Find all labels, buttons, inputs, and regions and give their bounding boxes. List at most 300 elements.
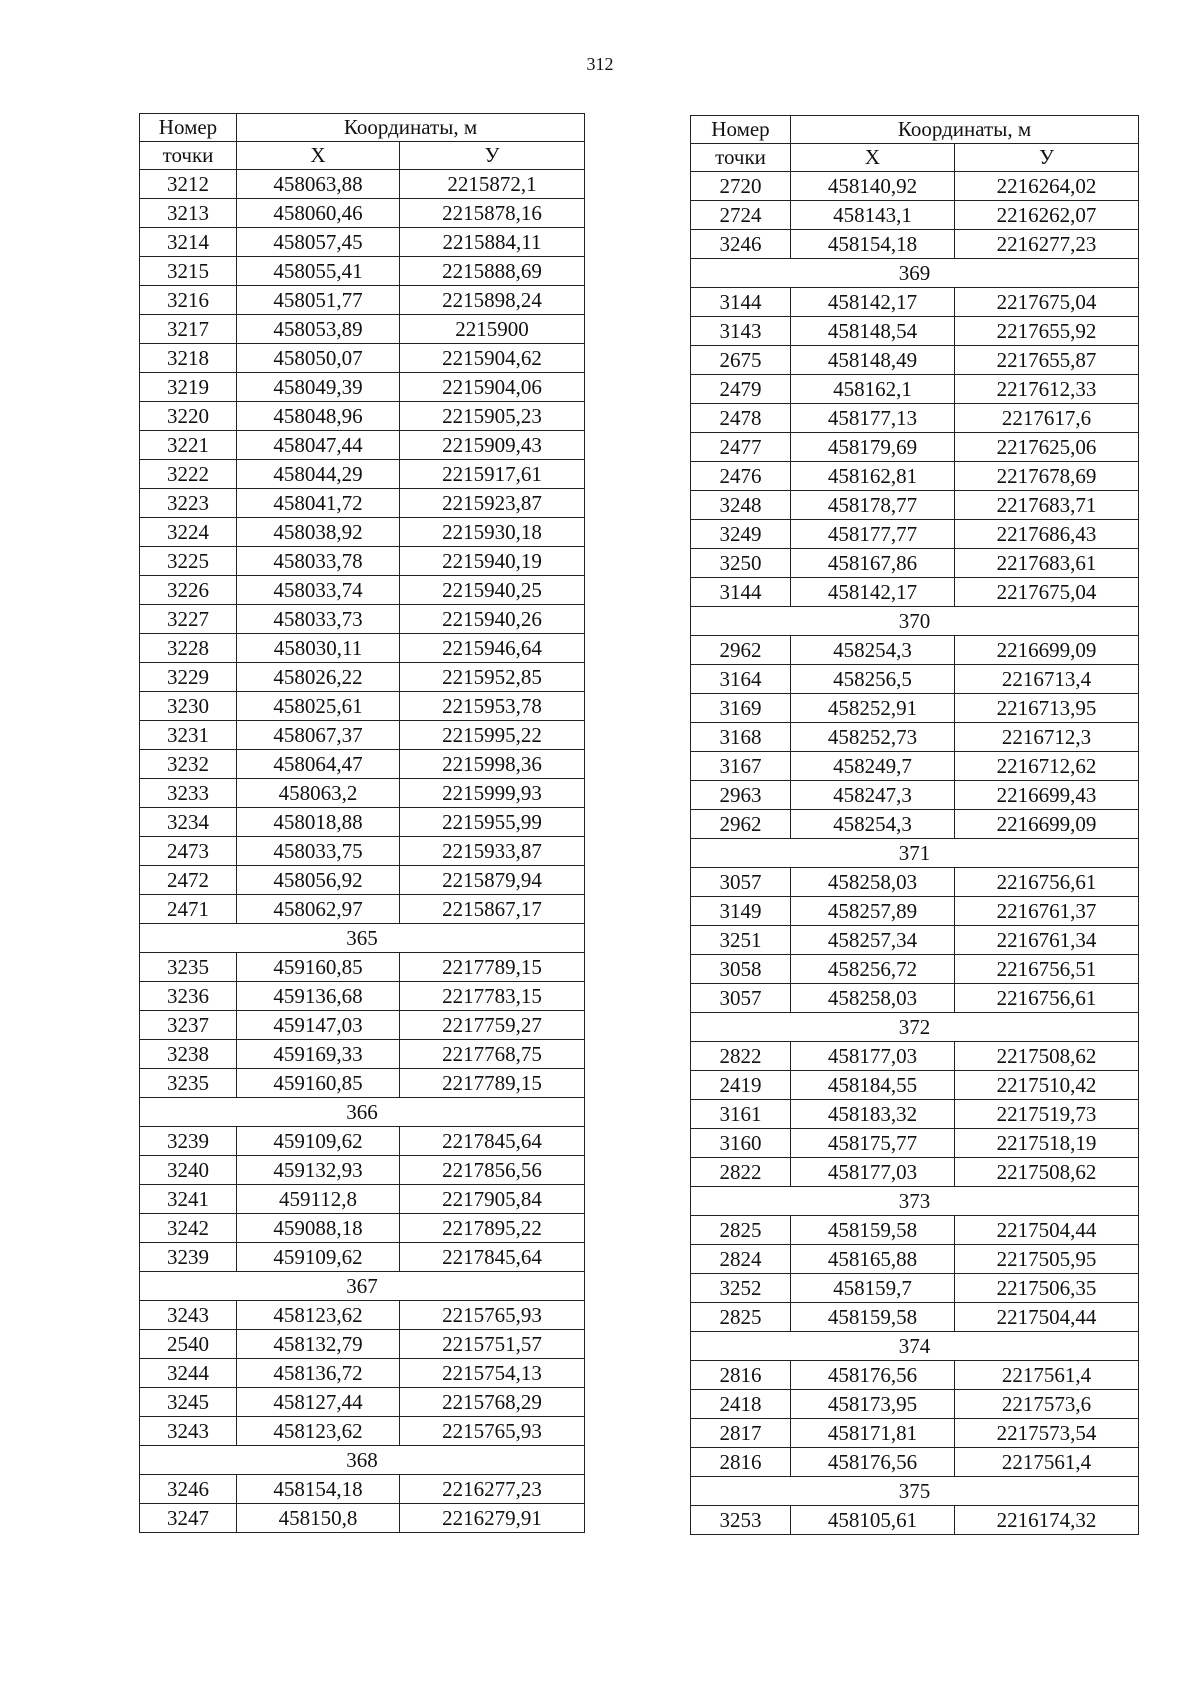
x-coordinate-cell: 459160,85 xyxy=(237,1069,400,1098)
header-y: У xyxy=(955,144,1139,172)
section-row xyxy=(691,1187,1139,1216)
x-coordinate-cell: 459132,93 xyxy=(237,1156,400,1185)
x-coordinate-cell: 458033,78 xyxy=(237,547,400,576)
point-number-cell: 3216 xyxy=(140,286,237,315)
x-coordinate-cell: 458176,56 xyxy=(791,1361,955,1390)
point-number-cell: 3246 xyxy=(691,230,791,259)
table-row xyxy=(691,1448,1139,1477)
table-row xyxy=(140,779,585,808)
table-row xyxy=(691,433,1139,462)
y-coordinate-cell: 2216699,09 xyxy=(955,636,1139,665)
y-coordinate-cell: 2217759,27 xyxy=(400,1011,585,1040)
y-coordinate-cell: 2217683,61 xyxy=(955,549,1139,578)
y-coordinate-cell: 2216277,23 xyxy=(400,1475,585,1504)
point-number-cell: 2476 xyxy=(691,462,791,491)
y-coordinate-cell: 2217905,84 xyxy=(400,1185,585,1214)
point-number-cell: 3144 xyxy=(691,578,791,607)
x-coordinate-cell: 458148,54 xyxy=(791,317,955,346)
section-row xyxy=(691,607,1139,636)
y-coordinate-cell: 2216756,51 xyxy=(955,955,1139,984)
x-coordinate-cell: 458256,72 xyxy=(791,955,955,984)
point-number-cell: 2471 xyxy=(140,895,237,924)
y-coordinate-cell: 2216713,95 xyxy=(955,694,1139,723)
y-coordinate-cell: 2215999,93 xyxy=(400,779,585,808)
point-number-cell: 3235 xyxy=(140,953,237,982)
y-coordinate-cell: 2217612,33 xyxy=(955,375,1139,404)
table-row xyxy=(140,750,585,779)
x-coordinate-cell: 458033,75 xyxy=(237,837,400,866)
table-row xyxy=(691,375,1139,404)
header-coordinates: Координаты, м xyxy=(237,114,585,142)
y-coordinate-cell: 2217845,64 xyxy=(400,1243,585,1272)
point-number-cell: 2478 xyxy=(691,404,791,433)
y-coordinate-cell: 2215878,16 xyxy=(400,199,585,228)
y-coordinate-cell: 2216174,32 xyxy=(955,1506,1139,1535)
table-row xyxy=(140,170,585,199)
section-number: 375 xyxy=(691,1477,1139,1506)
y-coordinate-cell: 2216264,02 xyxy=(955,172,1139,201)
x-coordinate-cell: 459136,68 xyxy=(237,982,400,1011)
y-coordinate-cell: 2215884,11 xyxy=(400,228,585,257)
table-row xyxy=(140,663,585,692)
point-number-cell: 3232 xyxy=(140,750,237,779)
y-coordinate-cell: 2215909,43 xyxy=(400,431,585,460)
x-coordinate-cell: 458030,11 xyxy=(237,634,400,663)
x-coordinate-cell: 458142,17 xyxy=(791,578,955,607)
table-row xyxy=(140,1388,585,1417)
x-coordinate-cell: 458142,17 xyxy=(791,288,955,317)
x-coordinate-cell: 458173,95 xyxy=(791,1390,955,1419)
point-number-cell: 3249 xyxy=(691,520,791,549)
point-number-cell: 3231 xyxy=(140,721,237,750)
x-coordinate-cell: 458123,62 xyxy=(237,1301,400,1330)
x-coordinate-cell: 458060,46 xyxy=(237,199,400,228)
table-row xyxy=(140,1214,585,1243)
table-row xyxy=(140,866,585,895)
point-number-cell: 2419 xyxy=(691,1071,791,1100)
y-coordinate-cell: 2216756,61 xyxy=(955,984,1139,1013)
table-row xyxy=(140,1185,585,1214)
x-coordinate-cell: 458258,03 xyxy=(791,868,955,897)
table-row xyxy=(140,257,585,286)
section-number: 367 xyxy=(140,1272,585,1301)
y-coordinate-cell: 2217675,04 xyxy=(955,578,1139,607)
x-coordinate-cell: 458049,39 xyxy=(237,373,400,402)
point-number-cell: 3226 xyxy=(140,576,237,605)
y-coordinate-cell: 2217789,15 xyxy=(400,953,585,982)
point-number-cell: 3168 xyxy=(691,723,791,752)
point-number-cell: 3244 xyxy=(140,1359,237,1388)
x-coordinate-cell: 458136,72 xyxy=(237,1359,400,1388)
section-number: 372 xyxy=(691,1013,1139,1042)
point-number-cell: 3219 xyxy=(140,373,237,402)
point-number-cell: 2816 xyxy=(691,1448,791,1477)
point-number-cell: 3250 xyxy=(691,549,791,578)
section-number: 374 xyxy=(691,1332,1139,1361)
point-number-cell: 2675 xyxy=(691,346,791,375)
coordinates-table-right xyxy=(690,115,1139,1535)
x-coordinate-cell: 458148,49 xyxy=(791,346,955,375)
point-number-cell: 3248 xyxy=(691,491,791,520)
point-number-cell: 3245 xyxy=(140,1388,237,1417)
y-coordinate-cell: 2215930,18 xyxy=(400,518,585,547)
point-number-cell: 3247 xyxy=(140,1504,237,1533)
header-point-number: Номер xyxy=(691,116,791,144)
y-coordinate-cell: 2215904,06 xyxy=(400,373,585,402)
x-coordinate-cell: 458258,03 xyxy=(791,984,955,1013)
table-row xyxy=(691,346,1139,375)
x-coordinate-cell: 458132,79 xyxy=(237,1330,400,1359)
x-coordinate-cell: 458175,77 xyxy=(791,1129,955,1158)
x-coordinate-cell: 458048,96 xyxy=(237,402,400,431)
y-coordinate-cell: 2217655,87 xyxy=(955,346,1139,375)
section-row xyxy=(140,1446,585,1475)
x-coordinate-cell: 458063,2 xyxy=(237,779,400,808)
point-number-cell: 2962 xyxy=(691,810,791,839)
table-row xyxy=(691,781,1139,810)
y-coordinate-cell: 2217683,71 xyxy=(955,491,1139,520)
table-row xyxy=(140,1504,585,1533)
table-row xyxy=(691,317,1139,346)
y-coordinate-cell: 2216277,23 xyxy=(955,230,1139,259)
table-row xyxy=(691,549,1139,578)
x-coordinate-cell: 458140,92 xyxy=(791,172,955,201)
header-point-number: Номер xyxy=(140,114,237,142)
table-row xyxy=(691,810,1139,839)
x-coordinate-cell: 458254,3 xyxy=(791,636,955,665)
x-coordinate-cell: 458177,77 xyxy=(791,520,955,549)
section-row xyxy=(140,1098,585,1127)
section-row xyxy=(140,924,585,953)
table-row xyxy=(691,1245,1139,1274)
table-row xyxy=(691,1129,1139,1158)
point-number-cell: 2962 xyxy=(691,636,791,665)
point-number-cell: 3234 xyxy=(140,808,237,837)
header-x: X xyxy=(791,144,955,172)
table-row xyxy=(140,1301,585,1330)
x-coordinate-cell: 458053,89 xyxy=(237,315,400,344)
x-coordinate-cell: 458051,77 xyxy=(237,286,400,315)
x-coordinate-cell: 459109,62 xyxy=(237,1243,400,1272)
point-number-cell: 3238 xyxy=(140,1040,237,1069)
y-coordinate-cell: 2217856,56 xyxy=(400,1156,585,1185)
x-coordinate-cell: 458177,03 xyxy=(791,1042,955,1071)
table-row xyxy=(691,723,1139,752)
point-number-cell: 3235 xyxy=(140,1069,237,1098)
point-number-cell: 2724 xyxy=(691,201,791,230)
point-number-cell: 2816 xyxy=(691,1361,791,1390)
section-number: 365 xyxy=(140,924,585,953)
y-coordinate-cell: 2215900 xyxy=(400,315,585,344)
table-body xyxy=(691,172,1139,1535)
section-row xyxy=(140,1272,585,1301)
x-coordinate-cell: 458177,13 xyxy=(791,404,955,433)
x-coordinate-cell: 459160,85 xyxy=(237,953,400,982)
section-number: 371 xyxy=(691,839,1139,868)
y-coordinate-cell: 2217617,6 xyxy=(955,404,1139,433)
point-number-cell: 3236 xyxy=(140,982,237,1011)
x-coordinate-cell: 458150,8 xyxy=(237,1504,400,1533)
table-row xyxy=(140,1069,585,1098)
x-coordinate-cell: 458256,5 xyxy=(791,665,955,694)
point-number-cell: 3252 xyxy=(691,1274,791,1303)
table-row xyxy=(140,1040,585,1069)
table-row xyxy=(691,1071,1139,1100)
y-coordinate-cell: 2217845,64 xyxy=(400,1127,585,1156)
table-row xyxy=(140,634,585,663)
table-row xyxy=(140,489,585,518)
table-row xyxy=(140,199,585,228)
y-coordinate-cell: 2217789,15 xyxy=(400,1069,585,1098)
x-coordinate-cell: 458026,22 xyxy=(237,663,400,692)
point-number-cell: 3233 xyxy=(140,779,237,808)
y-coordinate-cell: 2217783,15 xyxy=(400,982,585,1011)
point-number-cell: 3224 xyxy=(140,518,237,547)
point-number-cell: 3225 xyxy=(140,547,237,576)
y-coordinate-cell: 2215923,87 xyxy=(400,489,585,518)
y-coordinate-cell: 2217768,75 xyxy=(400,1040,585,1069)
table-row xyxy=(691,404,1139,433)
table-row xyxy=(691,1361,1139,1390)
point-number-cell: 2822 xyxy=(691,1158,791,1187)
point-number-cell: 3243 xyxy=(140,1301,237,1330)
table-row xyxy=(691,288,1139,317)
table-row xyxy=(691,1303,1139,1332)
y-coordinate-cell: 2216712,3 xyxy=(955,723,1139,752)
table-row xyxy=(140,1417,585,1446)
y-coordinate-cell: 2217573,54 xyxy=(955,1419,1139,1448)
table-row xyxy=(140,460,585,489)
y-coordinate-cell: 2217895,22 xyxy=(400,1214,585,1243)
table-row xyxy=(691,897,1139,926)
point-number-cell: 3213 xyxy=(140,199,237,228)
section-row xyxy=(691,1013,1139,1042)
table-row xyxy=(691,1419,1139,1448)
table-row xyxy=(140,837,585,866)
point-number-cell: 3240 xyxy=(140,1156,237,1185)
table-row xyxy=(140,1127,585,1156)
y-coordinate-cell: 2215953,78 xyxy=(400,692,585,721)
point-number-cell: 2473 xyxy=(140,837,237,866)
point-number-cell: 3253 xyxy=(691,1506,791,1535)
x-coordinate-cell: 458041,72 xyxy=(237,489,400,518)
section-row xyxy=(691,259,1139,288)
point-number-cell: 3220 xyxy=(140,402,237,431)
y-coordinate-cell: 2217504,44 xyxy=(955,1216,1139,1245)
x-coordinate-cell: 459147,03 xyxy=(237,1011,400,1040)
table-row xyxy=(140,373,585,402)
point-number-cell: 3243 xyxy=(140,1417,237,1446)
x-coordinate-cell: 458257,89 xyxy=(791,897,955,926)
y-coordinate-cell: 2217573,6 xyxy=(955,1390,1139,1419)
x-coordinate-cell: 458249,7 xyxy=(791,752,955,781)
table-row xyxy=(691,1506,1139,1535)
table-row xyxy=(140,721,585,750)
y-coordinate-cell: 2217508,62 xyxy=(955,1042,1139,1071)
table-row xyxy=(140,315,585,344)
point-number-cell: 3169 xyxy=(691,694,791,723)
x-coordinate-cell: 458162,1 xyxy=(791,375,955,404)
table-row xyxy=(691,462,1139,491)
table-row xyxy=(691,868,1139,897)
header-y: У xyxy=(400,142,585,170)
point-number-cell: 3218 xyxy=(140,344,237,373)
table-row xyxy=(691,926,1139,955)
y-coordinate-cell: 2215879,94 xyxy=(400,866,585,895)
table-row xyxy=(140,1156,585,1185)
point-number-cell: 3167 xyxy=(691,752,791,781)
y-coordinate-cell: 2215888,69 xyxy=(400,257,585,286)
header-point-label: точки xyxy=(140,142,237,170)
table-body xyxy=(140,170,585,1533)
table-row xyxy=(691,984,1139,1013)
y-coordinate-cell: 2216761,34 xyxy=(955,926,1139,955)
table-row xyxy=(140,518,585,547)
x-coordinate-cell: 458159,58 xyxy=(791,1216,955,1245)
point-number-cell: 3149 xyxy=(691,897,791,926)
x-coordinate-cell: 458171,81 xyxy=(791,1419,955,1448)
x-coordinate-cell: 458067,37 xyxy=(237,721,400,750)
x-coordinate-cell: 458178,77 xyxy=(791,491,955,520)
table-row xyxy=(691,172,1139,201)
point-number-cell: 3246 xyxy=(140,1475,237,1504)
table-row xyxy=(140,547,585,576)
section-row xyxy=(691,1332,1139,1361)
table-row xyxy=(140,605,585,634)
x-coordinate-cell: 458159,58 xyxy=(791,1303,955,1332)
y-coordinate-cell: 2215940,19 xyxy=(400,547,585,576)
point-number-cell: 3239 xyxy=(140,1127,237,1156)
point-number-cell: 3241 xyxy=(140,1185,237,1214)
table-row xyxy=(140,402,585,431)
table-row xyxy=(140,344,585,373)
table-row xyxy=(140,808,585,837)
table-row xyxy=(691,578,1139,607)
x-coordinate-cell: 458062,97 xyxy=(237,895,400,924)
header-coordinates: Координаты, м xyxy=(791,116,1139,144)
point-number-cell: 3237 xyxy=(140,1011,237,1040)
point-number-cell: 3215 xyxy=(140,257,237,286)
x-coordinate-cell: 459088,18 xyxy=(237,1214,400,1243)
point-number-cell: 3227 xyxy=(140,605,237,634)
table-row xyxy=(691,230,1139,259)
table-row xyxy=(691,491,1139,520)
y-coordinate-cell: 2216699,43 xyxy=(955,781,1139,810)
x-coordinate-cell: 458033,73 xyxy=(237,605,400,634)
point-number-cell: 3212 xyxy=(140,170,237,199)
y-coordinate-cell: 2217686,43 xyxy=(955,520,1139,549)
y-coordinate-cell: 2215917,61 xyxy=(400,460,585,489)
point-number-cell: 3160 xyxy=(691,1129,791,1158)
y-coordinate-cell: 2215751,57 xyxy=(400,1330,585,1359)
table-row xyxy=(691,665,1139,694)
section-number: 366 xyxy=(140,1098,585,1127)
table-row xyxy=(140,953,585,982)
table-row xyxy=(691,201,1139,230)
coordinates-table-left xyxy=(139,113,585,1533)
x-coordinate-cell: 458159,7 xyxy=(791,1274,955,1303)
point-number-cell: 2824 xyxy=(691,1245,791,1274)
y-coordinate-cell: 2215765,93 xyxy=(400,1301,585,1330)
section-row xyxy=(691,839,1139,868)
point-number-cell: 2822 xyxy=(691,1042,791,1071)
y-coordinate-cell: 2215872,1 xyxy=(400,170,585,199)
point-number-cell: 3228 xyxy=(140,634,237,663)
x-coordinate-cell: 458038,92 xyxy=(237,518,400,547)
y-coordinate-cell: 2217655,92 xyxy=(955,317,1139,346)
point-number-cell: 3242 xyxy=(140,1214,237,1243)
x-coordinate-cell: 458063,88 xyxy=(237,170,400,199)
x-coordinate-cell: 458056,92 xyxy=(237,866,400,895)
point-number-cell: 2540 xyxy=(140,1330,237,1359)
x-coordinate-cell: 458177,03 xyxy=(791,1158,955,1187)
x-coordinate-cell: 459109,62 xyxy=(237,1127,400,1156)
y-coordinate-cell: 2215768,29 xyxy=(400,1388,585,1417)
y-coordinate-cell: 2215905,23 xyxy=(400,402,585,431)
x-coordinate-cell: 458257,34 xyxy=(791,926,955,955)
table-row xyxy=(691,955,1139,984)
x-coordinate-cell: 458105,61 xyxy=(791,1506,955,1535)
x-coordinate-cell: 459169,33 xyxy=(237,1040,400,1069)
y-coordinate-cell: 2216699,09 xyxy=(955,810,1139,839)
x-coordinate-cell: 458176,56 xyxy=(791,1448,955,1477)
point-number-cell: 2477 xyxy=(691,433,791,462)
x-coordinate-cell: 458127,44 xyxy=(237,1388,400,1417)
y-coordinate-cell: 2216756,61 xyxy=(955,868,1139,897)
x-coordinate-cell: 458018,88 xyxy=(237,808,400,837)
table-row xyxy=(691,636,1139,665)
x-coordinate-cell: 458154,18 xyxy=(791,230,955,259)
table-row xyxy=(691,694,1139,723)
table-row xyxy=(140,692,585,721)
table-row xyxy=(691,1042,1139,1071)
point-number-cell: 3057 xyxy=(691,984,791,1013)
table-row xyxy=(140,228,585,257)
y-coordinate-cell: 2217519,73 xyxy=(955,1100,1139,1129)
x-coordinate-cell: 458167,86 xyxy=(791,549,955,578)
point-number-cell: 3143 xyxy=(691,317,791,346)
table-row xyxy=(140,895,585,924)
x-coordinate-cell: 458044,29 xyxy=(237,460,400,489)
section-number: 369 xyxy=(691,259,1139,288)
y-coordinate-cell: 2215955,99 xyxy=(400,808,585,837)
table-row xyxy=(140,1475,585,1504)
x-coordinate-cell: 458179,69 xyxy=(791,433,955,462)
y-coordinate-cell: 2217561,4 xyxy=(955,1448,1139,1477)
table-row xyxy=(140,286,585,315)
y-coordinate-cell: 2217518,19 xyxy=(955,1129,1139,1158)
y-coordinate-cell: 2215940,25 xyxy=(400,576,585,605)
x-coordinate-cell: 458254,3 xyxy=(791,810,955,839)
y-coordinate-cell: 2215765,93 xyxy=(400,1417,585,1446)
point-number-cell: 3223 xyxy=(140,489,237,518)
x-coordinate-cell: 458047,44 xyxy=(237,431,400,460)
point-number-cell: 3221 xyxy=(140,431,237,460)
y-coordinate-cell: 2216761,37 xyxy=(955,897,1139,926)
x-coordinate-cell: 458057,45 xyxy=(237,228,400,257)
y-coordinate-cell: 2217504,44 xyxy=(955,1303,1139,1332)
section-number: 368 xyxy=(140,1446,585,1475)
table-row xyxy=(140,982,585,1011)
y-coordinate-cell: 2215898,24 xyxy=(400,286,585,315)
table-row xyxy=(691,1274,1139,1303)
point-number-cell: 3230 xyxy=(140,692,237,721)
y-coordinate-cell: 2217506,35 xyxy=(955,1274,1139,1303)
page-number: 312 xyxy=(586,54,614,74)
table-row xyxy=(140,576,585,605)
x-coordinate-cell: 458143,1 xyxy=(791,201,955,230)
section-number: 373 xyxy=(691,1187,1139,1216)
